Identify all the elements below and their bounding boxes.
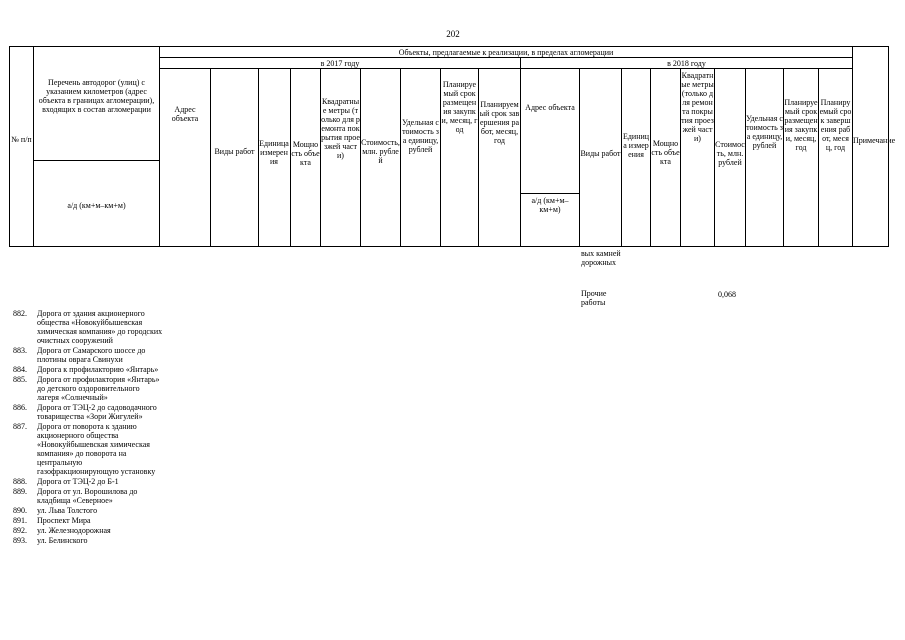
page-number: 202 [446,29,460,39]
cost-value: 0,068 [718,290,736,299]
header-year-2017: в 2017 году [320,59,360,68]
h2017-unit: Единица измерения [259,139,289,166]
h2017-area: Квадратные метры (только для ремонта покрытия проезжей части) [321,97,360,160]
h2017-plan-end: Планируемый срок завершения работ, месяц, год [479,100,520,145]
row-number: 893. [13,536,27,545]
rule-addr2018 [520,193,579,194]
table-row [13,422,163,476]
h2018-plan-proc: Планируемый срок размещения закупки, месяц, год [784,98,818,152]
h2017-power: Мощность объекта [291,140,320,167]
table-row [13,477,163,486]
row-number: 885. [13,375,27,384]
row-name: Дорога от ул. Ворошилова до кладбища «Северное» [37,487,138,505]
h2017-cost: Стоимость, млн. рублей [361,138,400,165]
vline [33,46,34,247]
row-name: ул. Льва Толстого [37,506,98,515]
row-number: 884. [13,365,27,374]
vline [159,46,160,247]
header-year-2018: в 2018 году [667,59,706,68]
vline [210,68,211,247]
row-name: Дорога к профилакторию «Янтарь» [37,365,159,374]
row-name: ул. Белинского [37,536,88,545]
table-row [13,516,163,525]
table-row [13,309,163,345]
vline [852,46,853,247]
vline [745,68,746,247]
table-row [13,346,163,364]
h2018-unit-cost: Удельная стоимость за единицу, рублей [746,114,783,150]
table-row [13,375,163,402]
h2018-work: Виды работ [580,149,621,158]
row-name: ул. Железнодорожная [37,526,111,535]
h2018-cost: Стоимость, млн. рублей [715,140,745,167]
h2018-unit: Единица измерения [622,132,650,159]
work-tail: вых камней дорожных [581,249,621,267]
work-other: Прочие работы [581,289,607,307]
header-list-sub: а/д (км+м–км+м) [67,201,126,210]
row-number: 890. [13,506,27,515]
h2017-work: Виды работ [214,147,255,156]
h2018-power: Мощность объекта [651,139,680,166]
row-number: 888. [13,477,27,486]
row-name: Дорога от ТЭЦ-2 до Б-1 [37,477,119,486]
table-row [13,403,163,421]
row-number: 889. [13,487,27,496]
header-list: Перечень автодорог (улиц) с указанием километров (адрес объекта в границах агломерации), входящих в состав агломерации [38,78,155,114]
row-name: Дорога от профилактория «Янтарь» до детского оздоровительного лагеря «Солнечный» [37,375,160,402]
row-name: Дорога от поворота к зданию акционерного общества «Новокуйбышевская химическая компания» до поворота на центральную газофракционирующую установку [37,422,156,476]
row-number: 892. [13,526,27,535]
vline [400,68,401,247]
row-number: 891. [13,516,27,525]
table-row [13,526,163,535]
h2018-area: Квадратные метры (только для ремонта покрытия проезжей части) [681,71,714,143]
rule-top [159,57,852,58]
rule-list [33,160,160,161]
vline [478,68,479,247]
rule-years [159,68,852,69]
vline [783,68,784,247]
road-list [13,309,163,546]
table-row [13,506,163,515]
h2018-addr: Адрес объекта [525,103,575,112]
vline [520,57,521,247]
h2017-plan-proc: Планируемый срок размещения закупки, месяц, год [441,80,478,134]
row-name: Дорога от ТЭЦ-2 до садоводачного товарищества «Зори Жигулей» [37,403,157,421]
table-row [13,365,163,374]
h2018-plan-end: Планируемый срок завершения работ, месяц, год [819,98,852,152]
header-note: Примечание [853,136,896,145]
row-number: 882. [13,309,27,318]
row-name: Проспект Мира [37,516,91,525]
row-name: Дорога от здания акционерного общества «Новокуйбышевская химическая компания» до городских очистных сооружений [37,309,163,345]
h2017-unit-cost: Удельная стоимость за единицу, рублей [402,118,439,154]
vline [818,68,819,247]
header-top-span: Объекты, предлагаемые к реализации, в пределах агломерации [398,48,614,57]
table-row [13,487,163,505]
row-number: 883. [13,346,27,355]
row-number: 886. [13,403,27,412]
row-name: Дорога от Самарского шоссе до плотины оврага Свинухи [37,346,146,364]
h2018-addr-sub: а/д (км+м–км+м) [531,196,569,214]
row-number: 887. [13,422,27,431]
header-no: № п/п [11,135,32,144]
h2017-addr: Адрес объекта [171,105,199,123]
table-row [13,536,163,545]
